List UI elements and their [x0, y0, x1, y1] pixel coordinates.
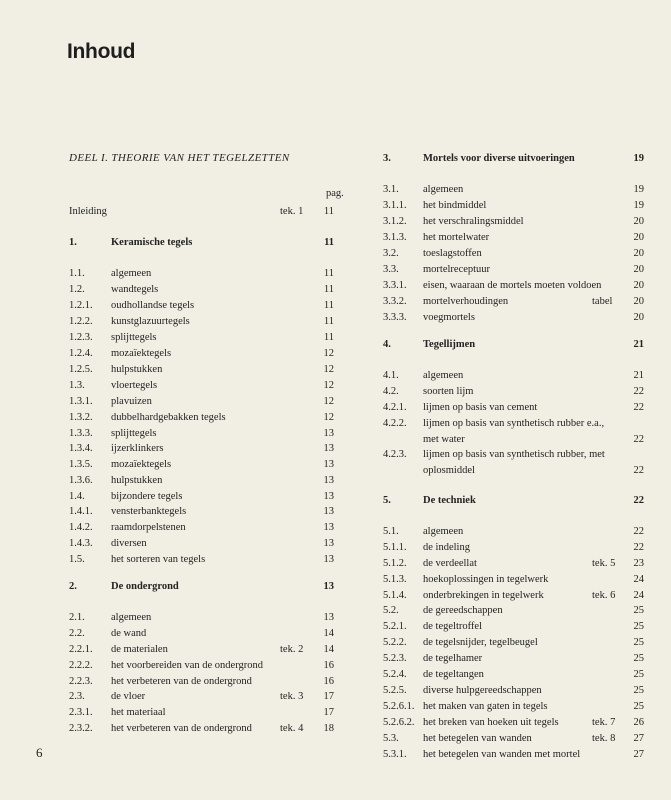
toc-entry-title: toeslagstoffen [423, 248, 482, 259]
toc-entry-reference: tek. 5 [592, 558, 616, 569]
toc-entry-title: het maken van gaten in tegels [423, 701, 548, 712]
toc-entry-number: 3. [383, 153, 391, 164]
toc-entry-title: De techniek [423, 495, 476, 506]
toc-entry-number: 5.2.2. [383, 637, 407, 648]
toc-entry-reference: tabel [592, 296, 613, 307]
toc-entry-title: wandtegels [111, 284, 159, 295]
toc-entry-page: 22 [633, 434, 644, 445]
toc-entry-page: 13 [323, 506, 334, 517]
toc-entry-title: Tegellijmen [423, 339, 476, 350]
toc-entry-number: 5.1.1. [383, 542, 407, 553]
toc-entry-page: 22 [633, 386, 644, 397]
toc-entry-title: diversen [111, 538, 147, 549]
toc-entry-number: 1.1. [69, 268, 85, 279]
toc-entry-page: 13 [323, 475, 334, 486]
toc-entry-title: het mortelwater [423, 232, 490, 243]
toc-entry-page: 22 [633, 526, 644, 537]
toc-entry-title: splijttegels [111, 428, 157, 439]
toc-entry-page: 22 [633, 495, 644, 506]
toc-entry-number: 5.2.4. [383, 669, 407, 680]
toc-entry-title: het betegelen van wanden [423, 733, 532, 744]
toc-entry-page: 13 [323, 428, 334, 439]
toc-entry-title: hulpstukken [111, 475, 163, 486]
toc-entry-page: 17 [323, 691, 334, 702]
toc-entry-number: 5.1. [383, 526, 399, 537]
toc-entry-title: de gereedschappen [423, 605, 503, 616]
toc-entry-page: 12 [323, 412, 334, 423]
toc-entry-title: lijmen op basis van synthetisch rubber, met [423, 449, 605, 460]
toc-entry-number: 2.3.2. [69, 723, 93, 734]
toc-entry-title: Keramische tegels [111, 237, 193, 248]
toc-entry-number: Inleiding [69, 206, 107, 217]
toc-entry-number: 1.3.5. [69, 459, 93, 470]
toc-entry-page: 25 [633, 637, 644, 648]
toc-entry-number: 1.2.1. [69, 300, 93, 311]
toc-entry-page: 13 [323, 443, 334, 454]
toc-entry-page: 19 [633, 184, 644, 195]
toc-entry-page: 12 [323, 348, 334, 359]
toc-entry-title: het verschralingsmiddel [423, 216, 524, 227]
toc-entry-page: 11 [323, 300, 334, 311]
toc-entry-page: 22 [633, 465, 644, 476]
toc-entry-page: 11 [323, 284, 334, 295]
toc-entry-page: 13 [323, 581, 334, 592]
toc-entry-number: 2.3. [69, 691, 85, 702]
toc-entry-page: 23 [633, 558, 644, 569]
toc-entry-page: 20 [633, 232, 644, 243]
toc-entry-title: mortelreceptuur [423, 264, 491, 275]
part-title: DEEL I. THEORIE VAN HET TEGELZETTEN [69, 152, 290, 164]
toc-entry-number: 4.1. [383, 370, 399, 381]
toc-entry-page: 13 [323, 612, 334, 623]
toc-entry-number: 5.1.2. [383, 558, 407, 569]
toc-entry-title: splijttegels [111, 332, 157, 343]
toc-entry-title-continued: oplosmiddel [423, 465, 475, 476]
toc-entry-page: 24 [633, 574, 644, 585]
toc-entry-title: dubbelhardgebakken tegels [111, 412, 226, 423]
toc-entry-title: De ondergrond [111, 581, 179, 592]
toc-entry-number: 1.2. [69, 284, 85, 295]
toc-entry-page: 11 [323, 206, 334, 217]
toc-entry-page: 12 [323, 396, 334, 407]
toc-entry-number: 5.2.1. [383, 621, 407, 632]
toc-entry-title: vloertegels [111, 380, 158, 391]
toc-entry-reference: tek. 6 [592, 590, 616, 601]
toc-entry-page: 17 [323, 707, 334, 718]
toc-entry-title: lijmen op basis van cement [423, 402, 538, 413]
toc-entry-number: 4.2. [383, 386, 399, 397]
toc-entry-number: 1.4.3. [69, 538, 93, 549]
toc-entry-number: 2.2. [69, 628, 85, 639]
toc-entry-page: 13 [323, 538, 334, 549]
toc-entry-title: diverse hulpgereedschappen [423, 685, 542, 696]
toc-entry-title: ijzerklinkers [111, 443, 164, 454]
toc-entry-title: het voorbereiden van de ondergrond [111, 660, 264, 671]
toc-entry-page: 16 [323, 676, 334, 687]
toc-entry-number: 1.4.2. [69, 522, 93, 533]
toc-entry-number: 4.2.3. [383, 449, 407, 460]
page-title: Inhoud [67, 40, 136, 63]
toc-entry-number: 3.1.1. [383, 200, 407, 211]
toc-entry-number: 1.3.6. [69, 475, 93, 486]
toc-entry-page: 20 [633, 264, 644, 275]
toc-entry-number: 1.4.1. [69, 506, 93, 517]
toc-entry-page: 18 [323, 723, 334, 734]
toc-entry-title: mortelverhoudingen [423, 296, 509, 307]
toc-entry-title: de tegeltroffel [423, 621, 482, 632]
toc-entry-title: lijmen op basis van synthetisch rubber e.a., [423, 418, 605, 429]
toc-entry-number: 1. [69, 237, 77, 248]
toc-entry-number: 5.2.6.1. [383, 701, 415, 712]
toc-entry-number: 4. [383, 339, 391, 350]
toc-entry-page: 19 [633, 153, 644, 164]
toc-entry-title: algemeen [111, 268, 152, 279]
toc-entry-title: Mortels voor diverse uitvoeringen [423, 153, 575, 164]
toc-entry-number: 5.2. [383, 605, 399, 616]
toc-entry-number: 5.2.5. [383, 685, 407, 696]
toc-entry-page: 25 [633, 605, 644, 616]
toc-entry-page: 21 [633, 370, 644, 381]
toc-entry-title: algemeen [423, 370, 464, 381]
toc-entry-page: 21 [633, 339, 644, 350]
toc-entry-page: 20 [633, 280, 644, 291]
toc-entry-number: 1.3.2. [69, 412, 93, 423]
toc-entry-number: 5.1.3. [383, 574, 407, 585]
toc-entry-title: raamdorpelstenen [111, 522, 186, 533]
toc-entry-page: 24 [633, 590, 644, 601]
toc-entry-number: 5. [383, 495, 391, 506]
toc-entry-page: 25 [633, 685, 644, 696]
toc-entry-number: 1.3.1. [69, 396, 93, 407]
toc-entry-number: 3.3.2. [383, 296, 407, 307]
toc-entry-page: 11 [323, 316, 334, 327]
toc-entry-number: 3.1.2. [383, 216, 407, 227]
toc-entry-page: 12 [323, 364, 334, 375]
toc-entry-title: de indeling [423, 542, 470, 553]
toc-entry-number: 3.2. [383, 248, 399, 259]
toc-entry-number: 4.2.1. [383, 402, 407, 413]
toc-entry-title: kunstglazuurtegels [111, 316, 190, 327]
toc-entry-reference: tek. 8 [592, 733, 616, 744]
toc-entry-title: de tegelhamer [423, 653, 483, 664]
toc-entry-number: 1.2.5. [69, 364, 93, 375]
toc-entry-title: onderbrekingen in tegelwerk [423, 590, 544, 601]
toc-entry-title: het verbeteren van de ondergrond [111, 723, 252, 734]
page-column-label: pag. [326, 188, 344, 199]
toc-entry-number: 1.2.4. [69, 348, 93, 359]
toc-entry-title: de wand [111, 628, 147, 639]
toc-entry-title-continued: met water [423, 434, 465, 445]
toc-entry-page: 13 [323, 522, 334, 533]
toc-entry-title: het betegelen van wanden met mortel [423, 749, 581, 760]
toc-entry-title: mozaïektegels [111, 348, 172, 359]
toc-entry-number: 2.2.1. [69, 644, 93, 655]
toc-entry-page: 27 [633, 749, 644, 760]
toc-entry-page: 19 [633, 200, 644, 211]
toc-entry-title: plavuizen [111, 396, 152, 407]
toc-entry-page: 20 [633, 296, 644, 307]
toc-entry-number: 4.2.2. [383, 418, 407, 429]
toc-entry-page: 13 [323, 459, 334, 470]
toc-entry-title: algemeen [423, 184, 464, 195]
toc-entry-reference: tek. 7 [592, 717, 616, 728]
toc-entry-title: het bindmiddel [423, 200, 487, 211]
toc-entry-page: 20 [633, 312, 644, 323]
toc-entry-page: 14 [323, 628, 334, 639]
toc-entry-title: algemeen [111, 612, 152, 623]
toc-entry-number: 1.3. [69, 380, 85, 391]
toc-entry-number: 2.2.2. [69, 660, 93, 671]
toc-entry-page: 12 [323, 380, 334, 391]
toc-entry-number: 3.1. [383, 184, 399, 195]
toc-entry-number: 5.1.4. [383, 590, 407, 601]
toc-entry-number: 1.2.3. [69, 332, 93, 343]
toc-entry-number: 3.1.3. [383, 232, 407, 243]
toc-entry-reference: tek. 2 [280, 644, 304, 655]
toc-entry-title: het materiaal [111, 707, 166, 718]
toc-entry-number: 5.3. [383, 733, 399, 744]
toc-entry-page: 20 [633, 216, 644, 227]
toc-entry-number: 1.5. [69, 554, 85, 565]
toc-entry-number: 1.2.2. [69, 316, 93, 327]
toc-entry-title: voegmortels [423, 312, 475, 323]
toc-entry-number: 1.3.4. [69, 443, 93, 454]
toc-entry-title: algemeen [423, 526, 464, 537]
toc-entry-number: 2.2.3. [69, 676, 93, 687]
toc-entry-page: 11 [324, 237, 334, 248]
toc-entry-page: 25 [633, 621, 644, 632]
toc-entry-page: 14 [323, 644, 334, 655]
toc-entry-page: 13 [323, 554, 334, 565]
toc-entry-page: 13 [323, 491, 334, 502]
toc-entry-reference: tek. 4 [280, 723, 304, 734]
toc-entry-title: eisen, waaraan de mortels moeten voldoen [423, 280, 602, 291]
toc-entry-page: 16 [323, 660, 334, 671]
toc-entry-title: hulpstukken [111, 364, 163, 375]
toc-entry-title: soorten lijm [423, 386, 474, 397]
page-number: 6 [36, 745, 43, 760]
toc-entry-reference: tek. 1 [280, 206, 304, 217]
toc-entry-title: de tegelsnijder, tegelbeugel [423, 637, 538, 648]
toc-entry-page: 11 [323, 332, 334, 343]
toc-entry-page: 27 [633, 733, 644, 744]
toc-entry-page: 20 [633, 248, 644, 259]
toc-entry-title: mozaïektegels [111, 459, 172, 470]
toc-entry-number: 3.3.1. [383, 280, 407, 291]
toc-entry-title: de vloer [111, 691, 146, 702]
toc-entry-page: 25 [633, 669, 644, 680]
toc-entry-number: 3.3. [383, 264, 399, 275]
toc-entry-title: vensterbanktegels [111, 506, 187, 517]
toc-entry-page: 26 [633, 717, 644, 728]
toc-entry-title: de verdeellat [423, 558, 477, 569]
toc-entry-number: 1.3.3. [69, 428, 93, 439]
toc-entry-title: hoekoplossingen in tegelwerk [423, 574, 549, 585]
toc-entry-page: 11 [323, 268, 334, 279]
toc-entry-title: de tegeltangen [423, 669, 484, 680]
toc-entry-number: 5.3.1. [383, 749, 407, 760]
toc-entry-page: 22 [633, 542, 644, 553]
toc-entry-title: bijzondere tegels [111, 491, 183, 502]
toc-entry-title: het verbeteren van de ondergrond [111, 676, 252, 687]
toc-entry-number: 1.4. [69, 491, 85, 502]
toc-entry-title: de materialen [111, 644, 168, 655]
toc-entry-page: 25 [633, 653, 644, 664]
toc-entry-number: 5.2.3. [383, 653, 407, 664]
toc-entry-page: 25 [633, 701, 644, 712]
toc-entry-number: 5.2.6.2. [383, 717, 415, 728]
toc-entry-title: oudhollandse tegels [111, 300, 195, 311]
toc-entry-number: 2.1. [69, 612, 85, 623]
toc-entry-number: 2.3.1. [69, 707, 93, 718]
toc-entry-number: 3.3.3. [383, 312, 407, 323]
toc-entry-reference: tek. 3 [280, 691, 304, 702]
toc-entry-number: 2. [69, 581, 77, 592]
toc-entry-title: het breken van hoeken uit tegels [423, 717, 559, 728]
toc-entry-page: 22 [633, 402, 644, 413]
toc-entry-title: het sorteren van tegels [111, 554, 206, 565]
